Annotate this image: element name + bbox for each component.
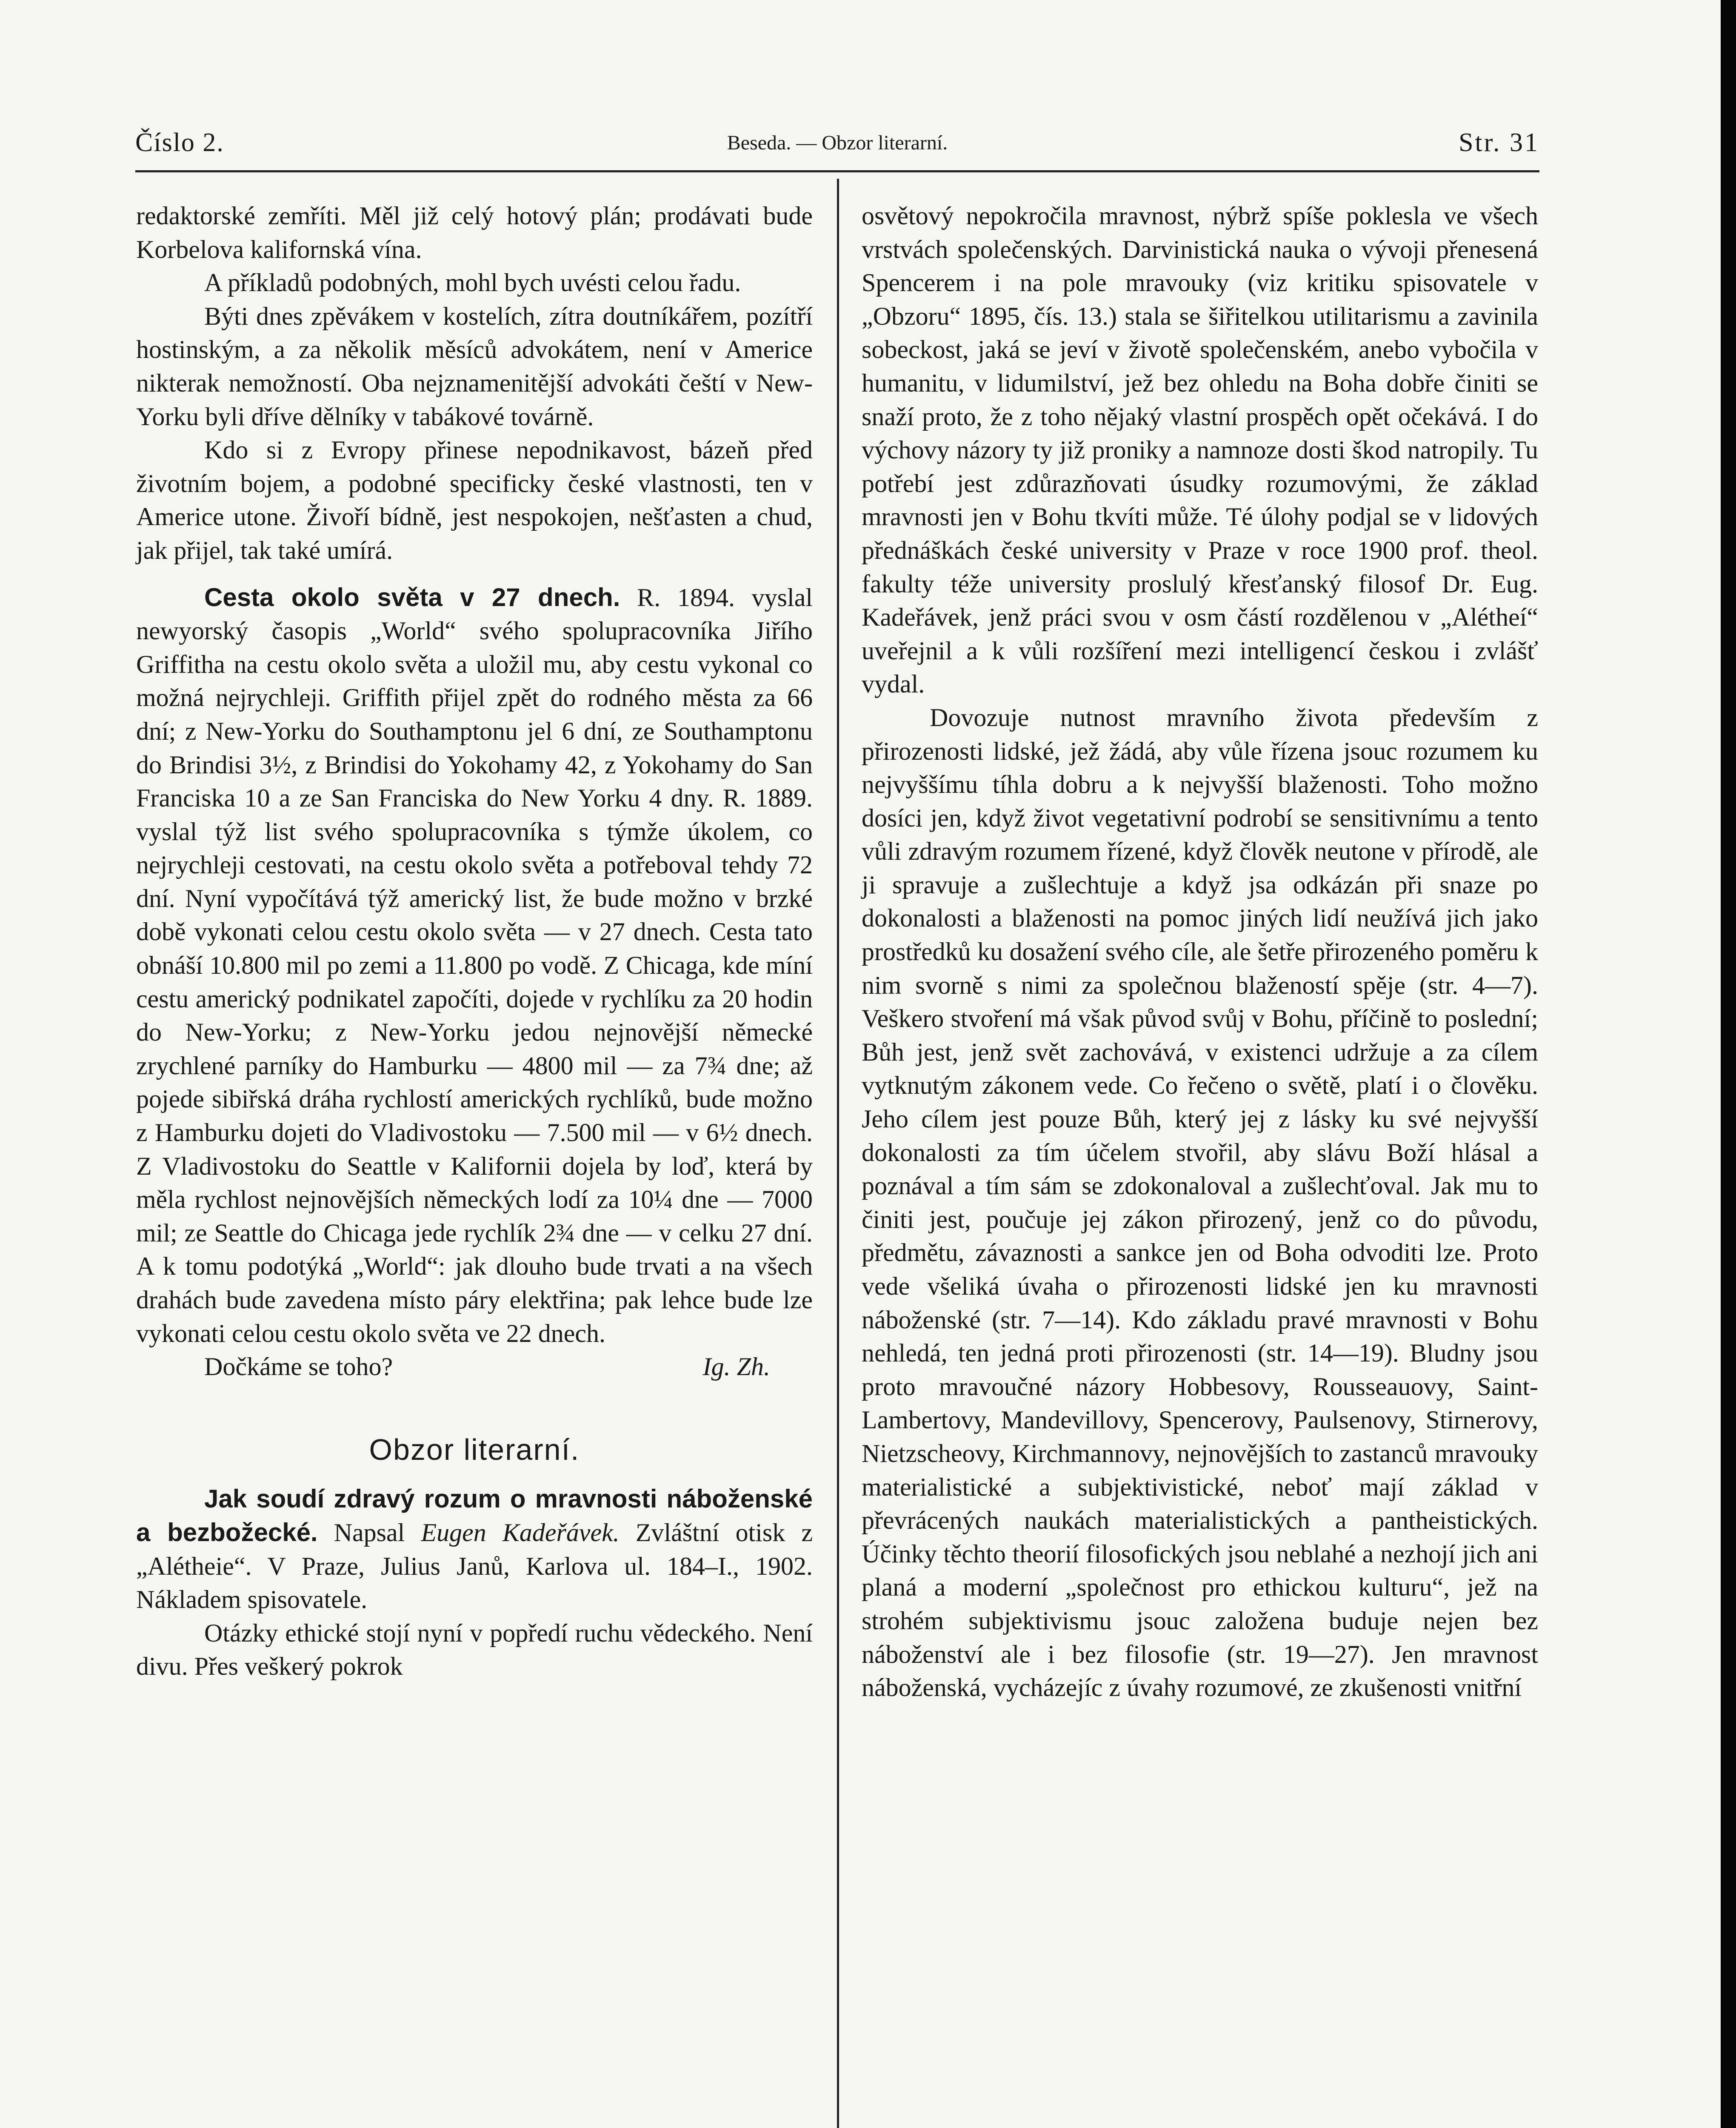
issue-number: Číslo 2. xyxy=(135,128,224,157)
signoff xyxy=(136,1350,813,1384)
page-header xyxy=(135,128,1539,170)
article-body: R. 1894. vyslal newyorský časopis „World“ svého spolupracovníka Jiřího Griffitha na cestu okolo světa a uložil mu, aby cestu vykonal co možná nejrychleji. Griffith přijel zpět do rodného města za 66 dní; z New-Yorku do Southamptonu jel 6 dní, ze Southamptonu do Brindisi 3½, z Brindisi do Yokohamy 42, z Yokohamy do San Franciska 10 a ze San Franciska do New Yorku 4 dny. R. 1889. vyslal týž list svého spolupracovníka s týmže úkolem, co nejrychleji cestovati, na cestu okolo světa a potřeboval tehdy 72 dní. Nyní vypočítává týž americký list, že bude možno v brzké době vykonati celou cestu okolo světa — v 27 dnech. Cesta tato obnáší 10.800 mil po zemi a 11.800 po vodě. Z Chicaga, kde míní cestu americký podnikatel započíti, dojede v rychlíku za 20 hodin do New-Yorku; z New-Yorku jedou nejnovější německé zrychlené parníky do Hamburku — 4800 mil — za 7¾ dne; až pojede sibiřská dráha rychlostí amerických rychlíků, bude možno z Hamburku dojeti do Vladivostoku — 7.500 mil — v 6½ dnech. Z Vladivostoku do Seattle v Kalifornii dojela by loď, která by měla rychlost nejnovějších německých lodí za 10¼ dne — 7000 mil; ze Seattle do Chicaga jede rychlík 2¾ dne — v celku 27 dní. A k tomu podotýká „World“: jak dlouho bude trvati a na všech drahách bude zavedena místo páry elektřina; pak lehce bude lze vykonati celou cestu okolo světa ve 22 dnech. xyxy=(136,583,813,1347)
paragraph: Otázky ethické stojí nyní v popředí ruchu vědeckého. Není divu. Přes veškerý pokrok xyxy=(136,1619,813,1681)
review-publication: Zvláštní otisk z „Alétheie“. V Praze, Julius Janů, Karlova ul. 184–I., 1902. Nákladem spisovatele. xyxy=(136,1518,813,1614)
author-signature: Ig. Zh. xyxy=(702,1353,770,1381)
paragraph: Kdo si z Evropy přinese nepodnikavost, bázeň před životním bojem, a podobné specificky české vlastnosti, ten v Americe utone. Živoří bídně, jest nespokojen, nešťasten a chud, jak přijel, tak také umírá. xyxy=(136,436,813,564)
left-column xyxy=(136,199,813,1683)
paragraph: osvětový nepokročila mravnost, nýbrž spíše poklesla ve všech vrstvách společenských. Darvinistická nauka o vývoji přenesená Spencerem i na pole mravouky (viz kritiku spisovatele v „Obzoru“ 1895, čís. 13.) stala se šiřitelkou utilitarismu a zavinila sobeckost, jaká se jeví v životě společenském, anebo vybočila v humanitu, v lidumilství, jež bez ohledu na Boha dobře činiti se snaží proto, že z toho nějaký vlastní prospěch opět očekává. I do výchovy názory ty již proniky a namnoze dosti škod natropily. Tu potřebí jest zdůrazňovati úsudky rozumovými, že základ mravnosti jen v Bohu tkvíti může. Té úlohy podjal se v lidových přednáškách české university v Praze v roce 1900 prof. theol. fakulty téže university proslulý křesťanský filosof Dr. Eug. Kadeřávek, jenž práci svou v osm částí rozdělenou v „Alétheí“ uveřejnil a k vůli rozšíření mezi intelligencí českou i zvlášť vydal. xyxy=(862,202,1538,698)
article-title: Cesta okolo světa v 27 dnech. xyxy=(204,583,620,612)
section-title: Obzor literarní. xyxy=(369,1433,580,1466)
column-divider xyxy=(837,179,839,2128)
paragraph: Býti dnes zpěvákem v kostelích, zítra doutníkářem, pozítří hostinským, a za několik měsíců advokátem, není v Americe nikterak nemožností. Oba nejznamenitější advokáti čeští v New-Yorku byli dříve dělníky v tabákové továrně. xyxy=(136,302,813,431)
review-entry xyxy=(136,1482,813,1616)
paragraph: redaktorské zemříti. Měl již celý hotový plán; prodávati bude Korbelova kalifornská vína. xyxy=(136,202,813,263)
scan-border xyxy=(1721,0,1736,2128)
page-number: Str. 31 xyxy=(1459,128,1539,157)
header-rule xyxy=(135,170,1539,172)
running-title: Beseda. — Obzor literarní. xyxy=(727,132,948,154)
closing-question: Dočkáme se toho? xyxy=(204,1353,393,1381)
right-column xyxy=(862,199,1538,1705)
review-by: Napsal xyxy=(334,1518,405,1547)
paragraph: Dovozuje nutnost mravního života především z přirozenosti lidské, jež žádá, aby vůle řízena jsouc rozumem ku nejvyššímu tíhla dobru a k nejvyšší blaženosti. Toho možno dosíci jen, když život vegetativní podrobí se sensitivnímu a tento vůli zdravým rozumem řízené, když člověk neutone v přírodě, ale ji spravuje a zušlechtuje a když jsa odkázán při snaze po dokonalosti a blaženosti na pomoc jiných lidí neužívá jich jako prostředků ku dosažení svého cíle, ale šetře přirozeného poměru k nim svorně s nimi za společnou blažeností spěje (str. 4—7). Veškero stvoření má však původ svůj v Bohu, příčině to poslední; Bůh jest, jenž svět zachovává, v existenci udržuje a za cílem vytknutým zákonem vede. Co řečeno o světě, platí i o člověku. Jeho cílem jest pouze Bůh, který jej z lásky ku své nejvyšší dokonalosti za tím účelem stvořil, aby slávu Boží hlásal a poznával a tím sám se zdokonaloval a zušlechťoval. Jak mu to činiti jest, poučuje jej zákon přirozený, jenž co do původu, předmětu, závaznosti a sankce jen od Boha odvoditi lze. Proto vede všeliká úvaha o přirozenosti lidské jen ku mravnosti náboženské (str. 7—14). Kdo základu pravé mravnosti v Bohu nehledá, ten jedná proti přirozenosti (str. 14—19). Bludny jsou proto mravoučné názory Hobbesovy, Rousseauovy, Saint-Lambertovy, Mandevillovy, Spencerovy, Paulsenovy, Stirnerovy, Nietzscheovy, Kirchmannovy, nejnovějších to zastanců mravouky materialistické a subjektivistické, neboť mají základ v převrácených naukách materialistických a pantheistických. Účinky těchto theorií filosofických jsou neblahé a nezhojí jich ani planá a moderní „společnost pro ethickou kulturu“, jež na strohém subjektivismu jsouc založena buduje nejen bez náboženství ale i bez filosofie (str. 19—27). Jen mravnost náboženská, vycházejíc z úvahy rozumové, ze zkušenosti vnitřní xyxy=(862,703,1538,1702)
paragraph: A příkladů podobných, mohl bych uvésti celou řadu. xyxy=(204,269,741,297)
review-title: Jak soudí zdravý rozum o mravnosti náboženské a bezbožecké. xyxy=(136,1484,813,1547)
review-author: Eugen Kadeřávek. xyxy=(421,1518,620,1547)
article-cesta xyxy=(136,581,813,1350)
